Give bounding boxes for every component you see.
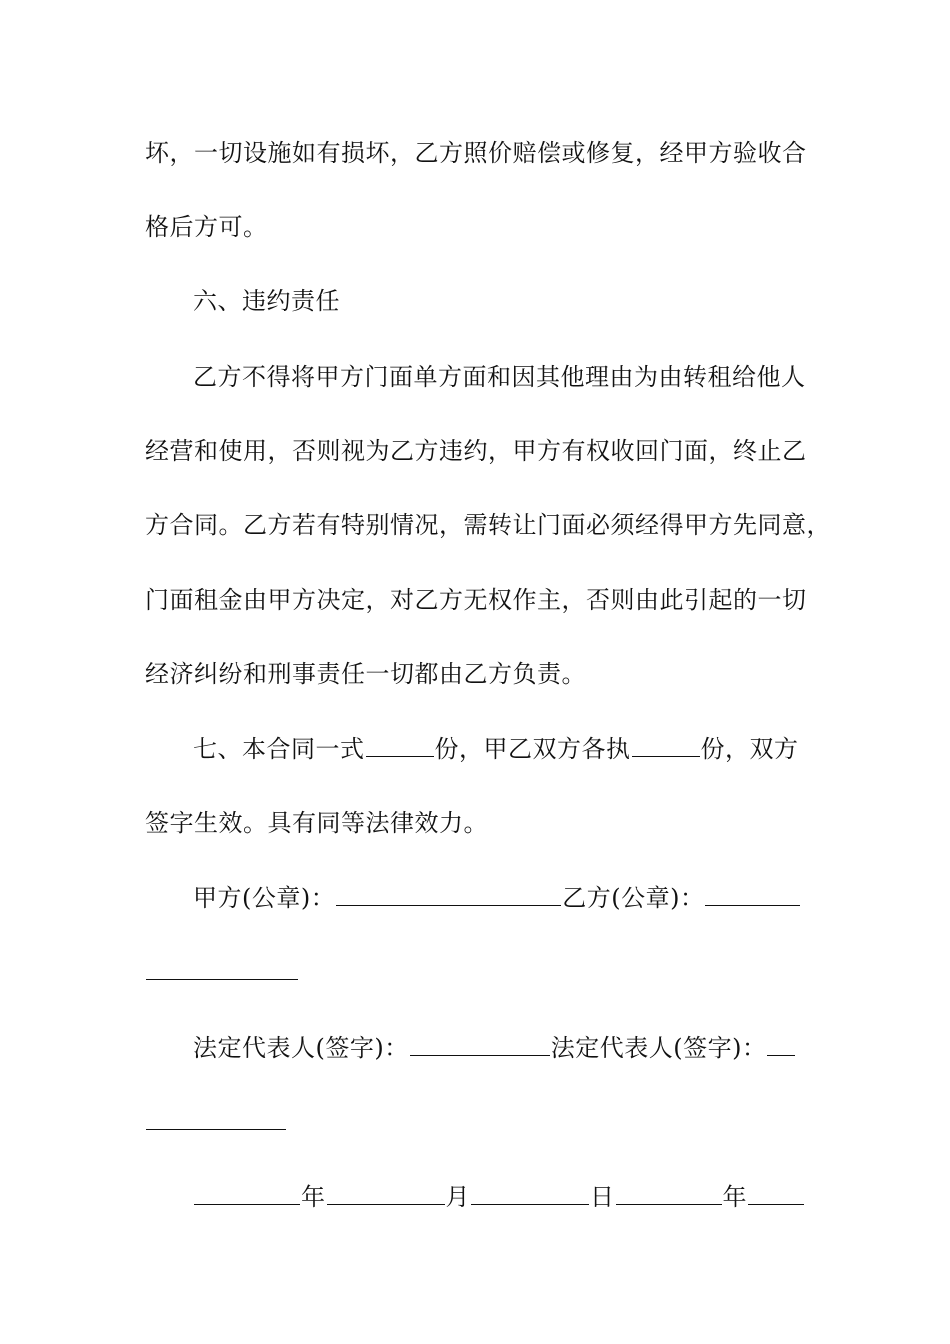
clause-5-line-2: 格后方可。	[145, 213, 268, 241]
representative-row-continuation	[145, 1107, 287, 1137]
copies-each-blank[interactable]	[632, 734, 700, 757]
party-b-seal-blank-cont[interactable]	[146, 957, 298, 980]
party-a-seal-blank[interactable]	[336, 883, 561, 906]
rep-a-signature-blank[interactable]	[410, 1033, 550, 1056]
rep-b-signature-blank[interactable]	[767, 1033, 795, 1056]
year-label-b: 年	[722, 1183, 747, 1211]
clause-6-line-2: 经营和使用，否则视为乙方违约，甲方有权收回门面，终止乙	[145, 437, 807, 465]
seal-row	[193, 883, 801, 913]
party-b-seal-label: 乙方(公章)：	[562, 884, 705, 912]
representative-row	[193, 1033, 796, 1063]
seal-row-continuation	[145, 957, 299, 987]
date-a-year-blank[interactable]	[194, 1182, 300, 1205]
clause-7-line-1	[193, 734, 799, 764]
clause-7-text-c: 份，双方	[700, 735, 799, 763]
rep-b-label: 法定代表人(签字)：	[550, 1034, 767, 1062]
clause-6-line-3: 方合同。乙方若有特别情况，需转让门面必须经得甲方先同意，	[145, 511, 831, 539]
clause-7-line-2: 签字生效。具有同等法律效力。	[145, 809, 488, 837]
clause-6-line-1: 乙方不得将甲方门面单方面和因其他理由为由转租给他人	[193, 363, 806, 391]
clause-6-line-5: 经济纠纷和刑事责任一切都由乙方负责。	[145, 660, 586, 688]
year-label-a: 年	[301, 1183, 326, 1211]
date-a-day-blank[interactable]	[471, 1182, 589, 1205]
party-a-seal-label: 甲方(公章)：	[193, 884, 336, 912]
date-a-month-blank[interactable]	[327, 1182, 445, 1205]
date-b-year-blank[interactable]	[616, 1182, 722, 1205]
section-6-heading: 六、违约责任	[193, 287, 340, 315]
clause-7-text-a: 七、本合同一式	[193, 735, 365, 763]
date-row	[193, 1182, 805, 1212]
clause-7-text-b: 份，甲乙双方各执	[434, 735, 631, 763]
day-label-a: 日	[590, 1183, 615, 1211]
copies-total-blank[interactable]	[366, 734, 434, 757]
clause-5-line-1: 坏，一切设施如有损坏，乙方照价赔偿或修复，经甲方验收合	[145, 139, 807, 167]
rep-a-label: 法定代表人(签字)：	[193, 1034, 409, 1062]
date-b-month-blank[interactable]	[748, 1182, 804, 1205]
party-b-seal-blank[interactable]	[705, 883, 800, 906]
clause-6-line-4: 门面租金由甲方决定，对乙方无权作主，否则由此引起的一切	[145, 586, 807, 614]
month-label-a: 月	[445, 1183, 470, 1211]
rep-b-signature-blank-cont[interactable]	[146, 1107, 286, 1130]
